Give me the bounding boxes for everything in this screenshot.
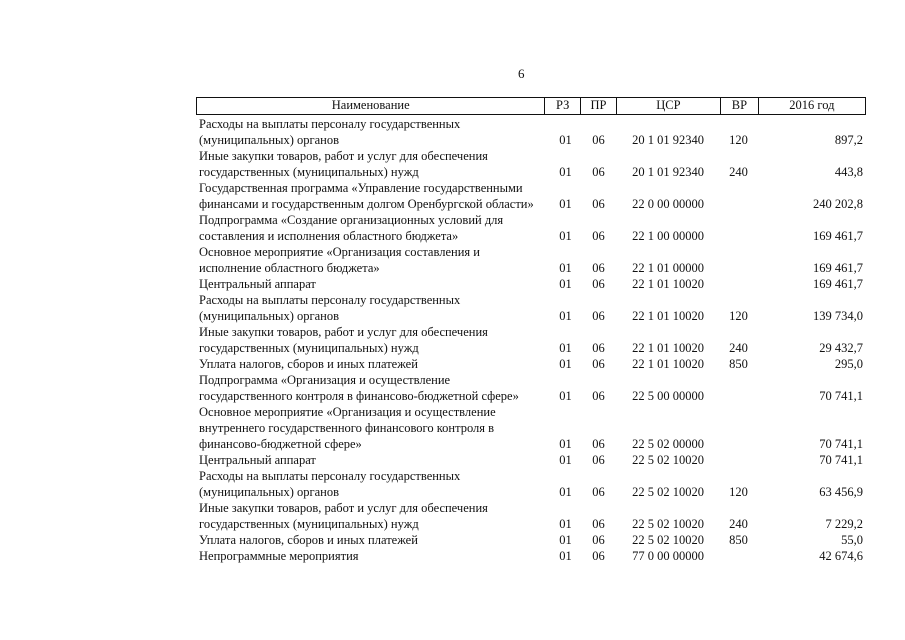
row-amount: 55,0	[841, 533, 863, 547]
table-row	[196, 244, 866, 276]
row-name-line: Иные закупки товаров, работ и услуг для обеспечения	[199, 325, 488, 339]
row-rz: 01	[559, 389, 572, 403]
row-name-line: Подпрограмма «Организация и осуществление	[199, 373, 451, 387]
row-rz: 01	[559, 517, 572, 531]
header-csr: ЦСР	[616, 98, 720, 114]
row-rz: 01	[559, 357, 572, 371]
row-name-line: Расходы на выплаты персоналу государственных	[199, 117, 461, 131]
table-row	[196, 452, 866, 468]
row-rz: 01	[559, 261, 572, 275]
row-pr: 06	[592, 133, 605, 147]
row-pr: 06	[592, 549, 605, 563]
row-rz: 01	[559, 197, 572, 211]
row-pr: 06	[592, 485, 605, 499]
row-pr: 06	[592, 437, 605, 451]
row-csr: 22 5 02 10020	[632, 533, 704, 547]
row-name	[196, 324, 550, 356]
budget-table	[196, 97, 866, 564]
row-amount: 63 456,9	[819, 485, 863, 499]
row-amount: 169 461,7	[813, 261, 863, 275]
table-row	[196, 292, 866, 324]
row-amount: 70 741,1	[819, 389, 863, 403]
row-csr: 22 1 01 10020	[632, 341, 704, 355]
row-pr: 06	[592, 389, 605, 403]
row-amount: 70 741,1	[819, 437, 863, 451]
header-vr: ВР	[720, 98, 758, 114]
header-pr: ПР	[580, 98, 616, 114]
row-csr: 22 1 01 10020	[632, 309, 704, 323]
row-name-line: Центральный аппарат	[199, 277, 316, 291]
table-row	[196, 324, 866, 356]
table-header	[196, 97, 866, 115]
row-name-line: (муниципальных) органов	[199, 133, 340, 147]
row-vr: 850	[729, 357, 748, 371]
row-amount: 443,8	[834, 165, 863, 179]
table-row	[196, 356, 866, 372]
table-row	[196, 276, 866, 292]
row-name-line: Уплата налогов, сборов и иных платежей	[199, 533, 418, 547]
row-name-line: финансово-бюджетной сфере»	[199, 437, 362, 451]
table-row	[196, 372, 866, 404]
row-name	[196, 292, 550, 324]
row-amount: 7 229,2	[825, 517, 863, 531]
row-csr: 22 5 02 10020	[632, 517, 704, 531]
row-name	[196, 468, 550, 500]
header-name: Наименование	[331, 98, 410, 112]
row-csr: 22 1 01 10020	[632, 357, 704, 371]
table-row	[196, 404, 866, 452]
row-pr: 06	[592, 261, 605, 275]
row-vr: 120	[729, 485, 748, 499]
row-csr: 22 1 00 00000	[632, 229, 704, 243]
row-amount: 169 461,7	[813, 229, 863, 243]
row-csr: 22 5 02 00000	[632, 437, 704, 451]
row-rz: 01	[559, 437, 572, 451]
row-name-line: (муниципальных) органов	[199, 309, 340, 323]
row-name	[196, 452, 550, 468]
row-name-line: исполнение областного бюджета»	[199, 261, 380, 275]
table-body	[196, 116, 866, 564]
row-vr: 240	[729, 165, 748, 179]
row-csr: 22 1 01 00000	[632, 261, 704, 275]
row-rz: 01	[559, 549, 572, 563]
row-amount: 139 734,0	[813, 309, 863, 323]
row-csr: 77 0 00 00000	[632, 549, 704, 563]
row-name-line: государственных (муниципальных) нужд	[199, 517, 419, 531]
row-name-line: Центральный аппарат	[199, 453, 316, 467]
row-name-line: Основное мероприятие «Организация составления и	[199, 245, 480, 259]
row-csr: 22 5 02 10020	[632, 485, 704, 499]
row-csr: 22 5 00 00000	[632, 389, 704, 403]
row-csr: 20 1 01 92340	[632, 165, 704, 179]
row-name-line: государственных (муниципальных) нужд	[199, 341, 419, 355]
row-name-line: (муниципальных) органов	[199, 485, 340, 499]
row-rz: 01	[559, 277, 572, 291]
row-name	[196, 500, 550, 532]
row-name-line: Расходы на выплаты персоналу государственных	[199, 469, 461, 483]
row-name	[196, 180, 550, 212]
row-name	[196, 148, 550, 180]
row-name-line: Государственная программа «Управление государственными	[199, 181, 523, 195]
row-name-line: государственных (муниципальных) нужд	[199, 165, 419, 179]
row-name	[196, 532, 550, 548]
row-vr: 120	[729, 133, 748, 147]
table-row	[196, 500, 866, 532]
row-name-line: Основное мероприятие «Организация и осуществление	[199, 405, 496, 419]
row-name	[196, 212, 550, 244]
row-amount: 295,0	[834, 357, 863, 371]
row-rz: 01	[559, 341, 572, 355]
table-row	[196, 212, 866, 244]
row-pr: 06	[592, 357, 605, 371]
row-amount: 70 741,1	[819, 453, 863, 467]
row-pr: 06	[592, 517, 605, 531]
header-rz: РЗ	[544, 98, 580, 114]
row-name-line: внутреннего государственного финансового контроля в	[199, 421, 495, 435]
table-row	[196, 148, 866, 180]
row-rz: 01	[559, 533, 572, 547]
row-vr: 120	[729, 309, 748, 323]
row-name-line: Уплата налогов, сборов и иных платежей	[199, 357, 418, 371]
row-name	[196, 244, 550, 276]
row-name	[196, 548, 550, 564]
row-vr: 240	[729, 517, 748, 531]
row-pr: 06	[592, 533, 605, 547]
row-csr: 20 1 01 92340	[632, 133, 704, 147]
row-rz: 01	[559, 133, 572, 147]
row-pr: 06	[592, 197, 605, 211]
row-name-line: Иные закупки товаров, работ и услуг для обеспечения	[199, 149, 488, 163]
row-vr: 850	[729, 533, 748, 547]
row-name	[196, 356, 550, 372]
row-amount: 169 461,7	[813, 277, 863, 291]
table-row	[196, 468, 866, 500]
row-name-line: Расходы на выплаты персоналу государственных	[199, 293, 461, 307]
row-vr: 240	[729, 341, 748, 355]
row-name-line: государственного контроля в финансово-бюджетной сфере»	[199, 389, 519, 403]
row-name-line: составления и исполнения областного бюджета»	[199, 229, 459, 243]
row-name-line: финансами и государственным долгом Оренбургской области»	[199, 197, 534, 211]
row-amount: 897,2	[834, 133, 863, 147]
row-name	[196, 116, 550, 148]
row-csr: 22 5 02 10020	[632, 453, 704, 467]
row-csr: 22 0 00 00000	[632, 197, 704, 211]
row-pr: 06	[592, 341, 605, 355]
row-name	[196, 372, 550, 404]
row-name-line: Иные закупки товаров, работ и услуг для обеспечения	[199, 501, 488, 515]
row-csr: 22 1 01 10020	[632, 277, 704, 291]
row-pr: 06	[592, 309, 605, 323]
row-amount: 42 674,6	[819, 549, 863, 563]
row-name	[196, 404, 550, 452]
table-row	[196, 116, 866, 148]
table-row	[196, 548, 866, 564]
row-rz: 01	[559, 453, 572, 467]
header-year: 2016 год	[758, 98, 865, 114]
row-pr: 06	[592, 165, 605, 179]
row-amount: 240 202,8	[813, 197, 863, 211]
row-pr: 06	[592, 453, 605, 467]
row-rz: 01	[559, 165, 572, 179]
row-rz: 01	[559, 309, 572, 323]
page-number: 6	[518, 66, 525, 81]
row-name-line: Подпрограмма «Создание организационных условий для	[199, 213, 504, 227]
row-rz: 01	[559, 485, 572, 499]
row-amount: 29 432,7	[819, 341, 863, 355]
table-row	[196, 532, 866, 548]
row-pr: 06	[592, 277, 605, 291]
row-pr: 06	[592, 229, 605, 243]
row-name-line: Непрограммные мероприятия	[199, 549, 359, 563]
row-name	[196, 276, 550, 292]
row-rz: 01	[559, 229, 572, 243]
table-row	[196, 180, 866, 212]
